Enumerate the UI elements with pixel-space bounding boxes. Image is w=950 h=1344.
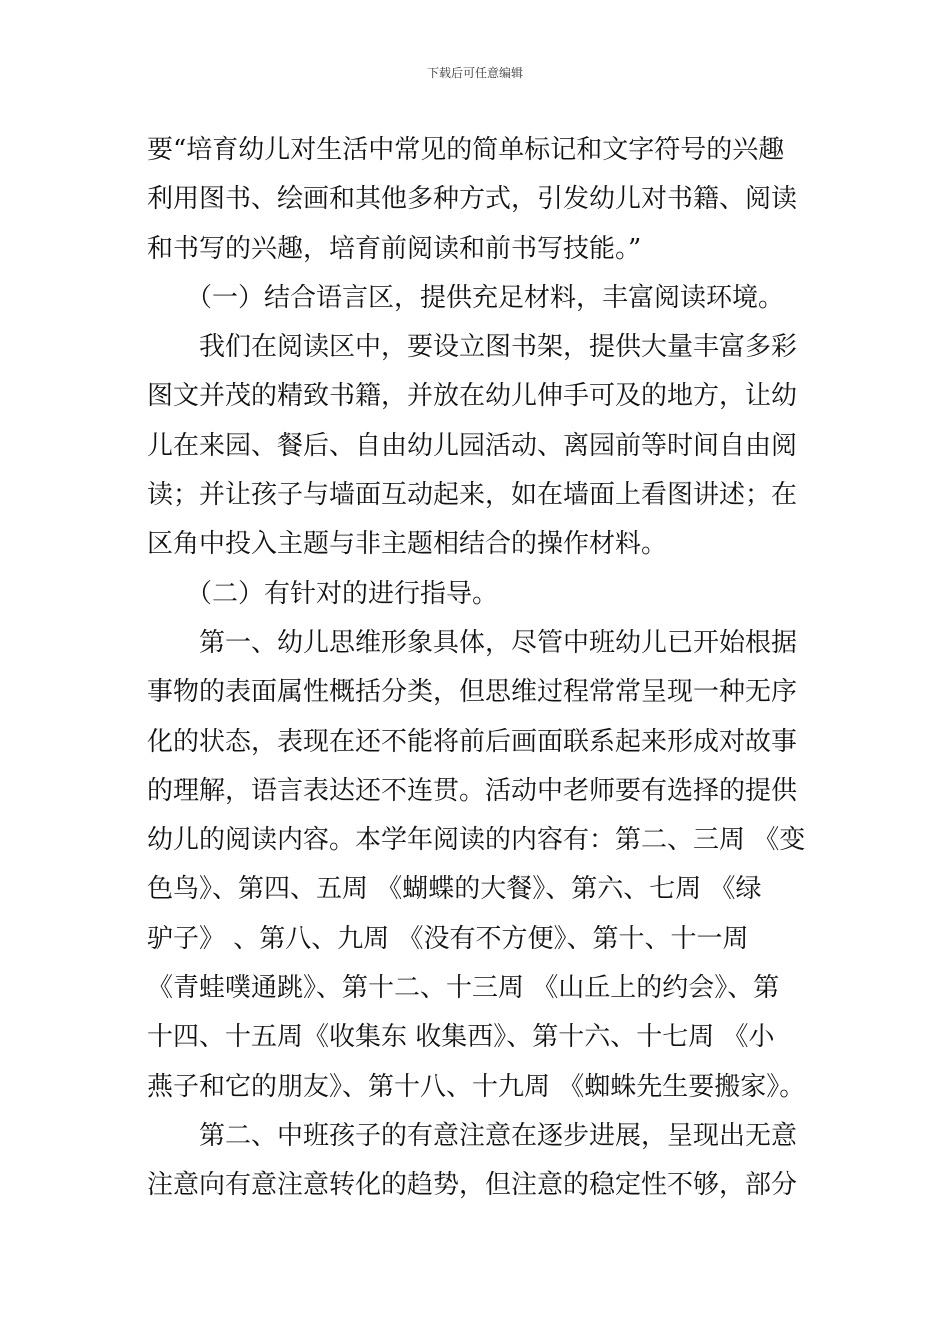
document-body	[147, 126, 812, 1211]
text-line: 《青蛙噗通跳》、第十二、十三周 《山丘上的约会》、第	[147, 973, 780, 1004]
section-heading: （二）有针对的进行指导。	[147, 578, 499, 609]
text-line: 区角中投入主题与非主题相结合的操作材料。	[147, 529, 668, 560]
text-line: 第二、中班孩子的有意注意在逐步进展，呈现出无意	[147, 1120, 798, 1151]
text-line: 图文并茂的精致书籍，并放在幼儿伸手可及的地方，让幼	[147, 381, 798, 412]
text-line: 幼儿的阅读内容。本学年阅读的内容有：第二、三周 《变	[147, 825, 806, 856]
text-line: 化的状态，表现在还不能将前后画面联系起来形成对故事	[147, 726, 798, 757]
text-line: 燕子和它的朋友》、第十八、十九周 《蜘蛛先生要搬家》。	[147, 1071, 806, 1102]
text-line: 注意向有意注意转化的趋势，但注意的稳定性不够，部分	[147, 1170, 798, 1201]
page-header: 下载后可任意编辑	[426, 66, 523, 80]
section-heading: （一）结合语言区，提供充足材料，丰富阅读环境。	[147, 282, 785, 313]
text-line: 的理解，语言表达还不连贯。活动中老师要有选择的提供	[147, 775, 798, 806]
text-line: 我们在阅读区中，要设立图书架，提供大量丰富多彩	[147, 332, 798, 363]
text-line: 第一、幼儿思维形象具体，尽管中班幼儿已开始根据	[147, 627, 798, 658]
text-line: 要“培育幼儿对生活中常见的简单标记和文字符号的兴趣	[147, 135, 785, 165]
text-line: 儿在来园、餐后、自由幼儿园活动、离园前等时间自由阅	[147, 430, 798, 461]
text-line: 读；并让孩子与墙面互动起来，如在墙面上看图讲述；在	[147, 480, 798, 511]
text-line: 色鸟》、第四、五周 《蝴蝶的大餐》、第六、七周 《绿	[147, 874, 762, 905]
text-line: 和书写的兴趣，培育前阅读和前书写技能。”	[147, 233, 642, 264]
text-line: 十四、十五周《收集东 收集西》、第十六、十七周 《小	[147, 1022, 775, 1053]
text-line: 事物的表面属性概括分类，但思维过程常常呈现一种无序	[147, 677, 798, 708]
text-line: 利用图书、绘画和其他多种方式，引发幼儿对书籍、阅读	[147, 184, 798, 215]
text-line: 驴子》 、第八、九周 《没有不方便》、第十、十一周	[147, 923, 749, 954]
